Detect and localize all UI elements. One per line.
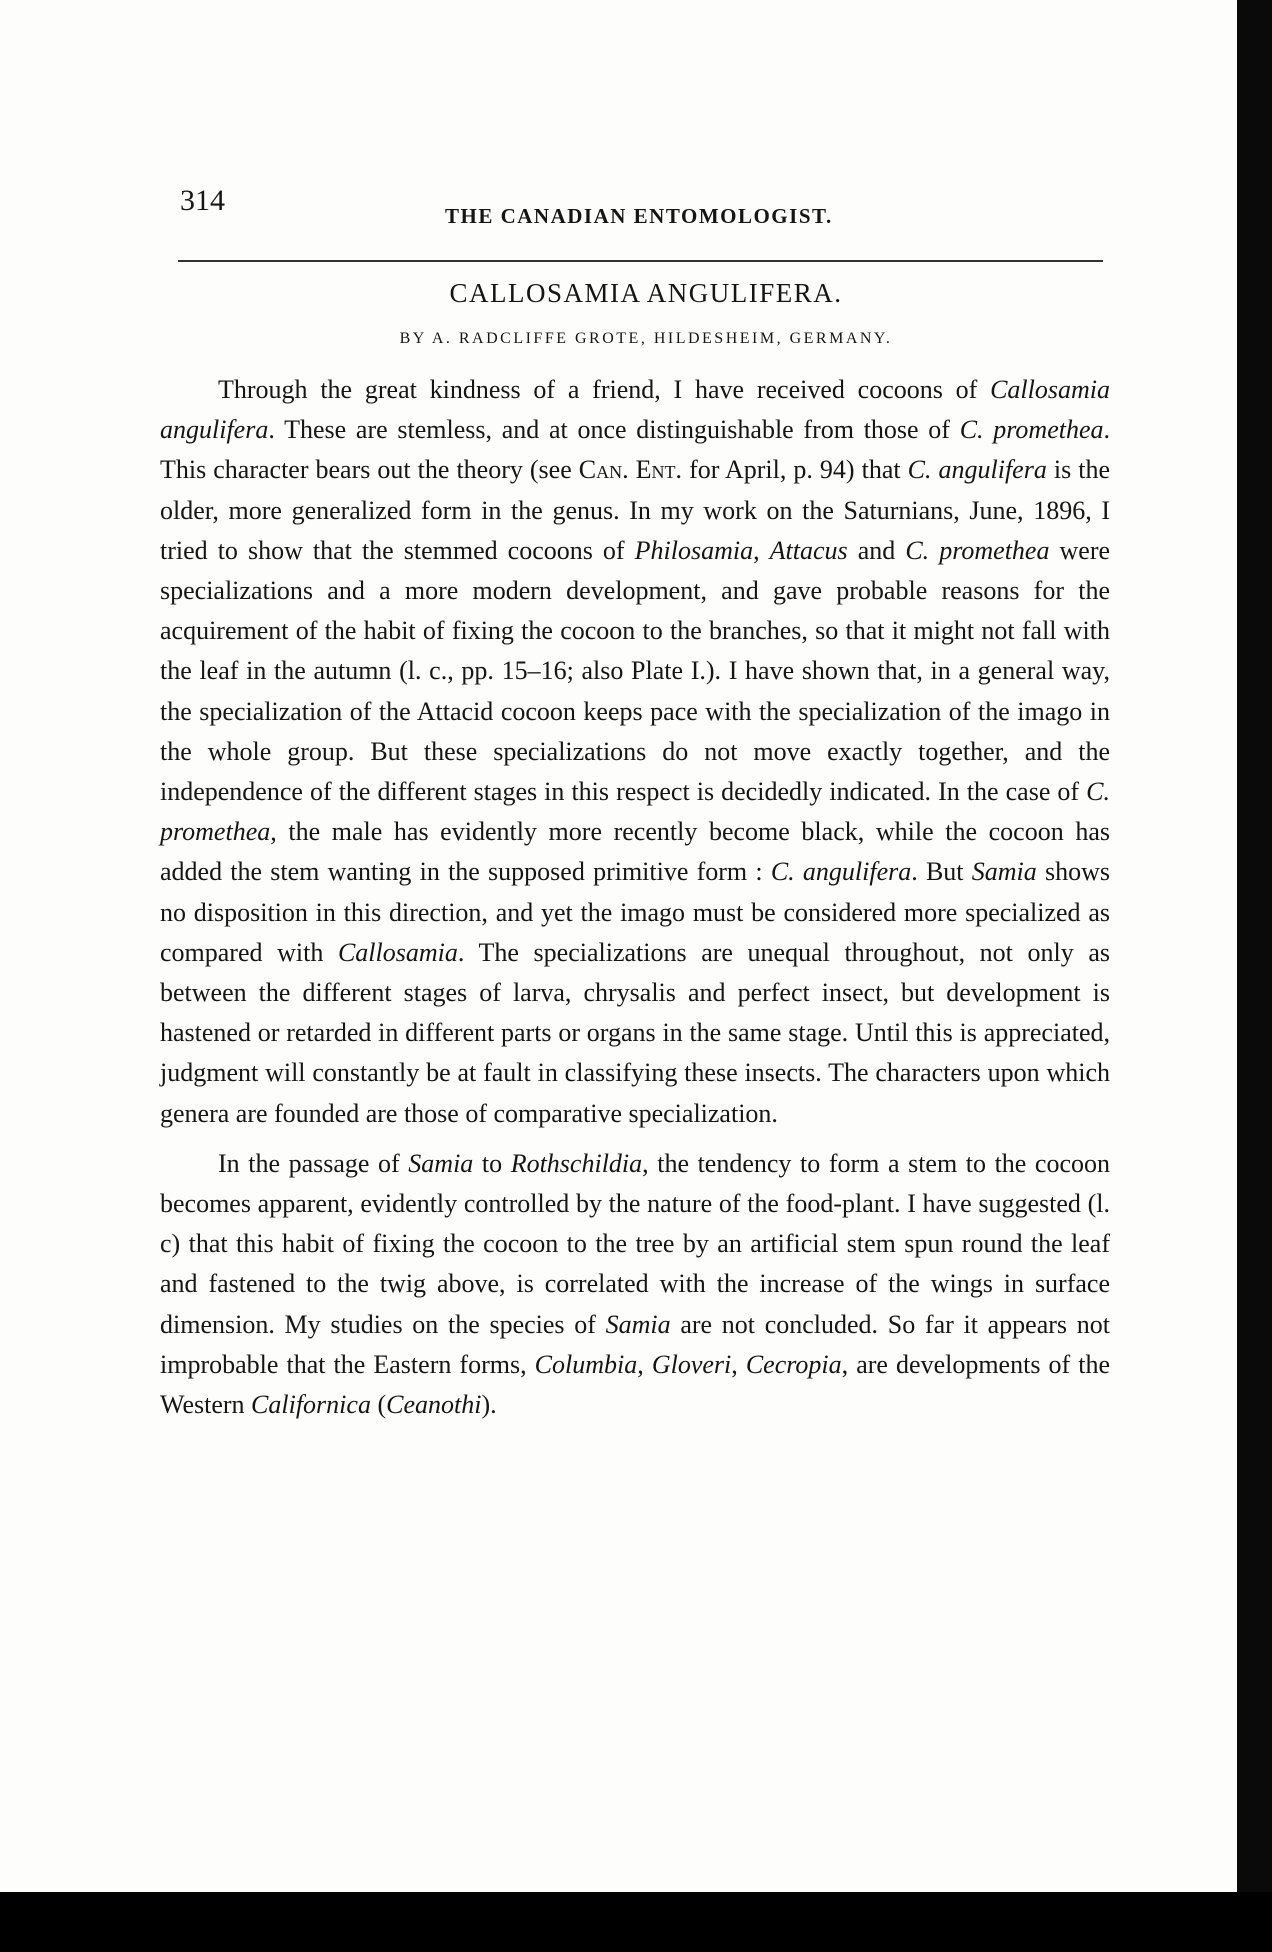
page-number: 314 bbox=[180, 184, 225, 217]
paragraph-1: Through the great kindness of a friend, I have received cocoons of Callosamia angulifera. These are stemless, and at once distinguishable from those of C. promethea. This character bears out the theory (see Can. Ent. for April, p. 94) that C. angulifera is the older, more generalized form in the genus. In my work on the Saturnians, June, 1896, I tried to show that the stemmed cocoons of Philosamia, Attacus and C. promethea were specializations and a more modern development, and gave probable reasons for the acquirement of the habit of fixing the cocoon to the branches, so that it might not fall with the leaf in the autumn (l. c., pp. 15–16; also Plate I.). I have shown that, in a general way, the specialization of the Attacid cocoon keeps pace with the specialization of the imago in the whole group. But these specializations do not move exactly together, and the independence of the different stages in this respect is decidedly indicated. In the case of C. promethea, the male has evidently more recently become black, while the cocoon has added the stem wanting in the supposed primitive form : C. angulifera. But Samia shows no disposition in this direction, and yet the imago must be considered more specialized as compared with Callosamia. The specializations are unequal throughout, not only as between the different stages of larva, chrysalis and perfect insect, but development is hastened or retarded in different parts or organs in the same stage. Until this is appreciated, judgment will constantly be at fault in classifying these insects. The characters upon which genera are founded are those of comparative specialization. bbox=[160, 375, 1111, 1128]
scan-bottom-border bbox=[0, 1892, 1272, 1952]
article-byline: BY A. RADCLIFFE GROTE, HILDESHEIM, GERMANY. bbox=[399, 330, 893, 347]
article-title: CALLOSAMIA ANGULIFERA. bbox=[449, 278, 843, 308]
paragraph-2: In the passage of Samia to Rothschildia, the tendency to form a stem to the cocoon becomes apparent, evidently controlled by the nature of the food-plant. I have suggested (l. c) that this habit of fixing the cocoon to the tree by an artificial stem spun round the leaf and fastened to the twig above, is correlated with the increase of the wings in surface dimension. My studies on the species of Samia are not concluded. So far it appears not improbable that the Eastern forms, Columbia, Gloveri, Cecropia, are developments of the Western Californica (Ceanothi). bbox=[160, 1148, 1111, 1420]
header-rule bbox=[178, 260, 1103, 262]
running-head: THE CANADIAN ENTOMOLOGIST. bbox=[445, 204, 833, 228]
page-header bbox=[180, 184, 1100, 234]
article-body bbox=[160, 370, 1110, 1425]
scan-right-border bbox=[1237, 0, 1272, 1952]
